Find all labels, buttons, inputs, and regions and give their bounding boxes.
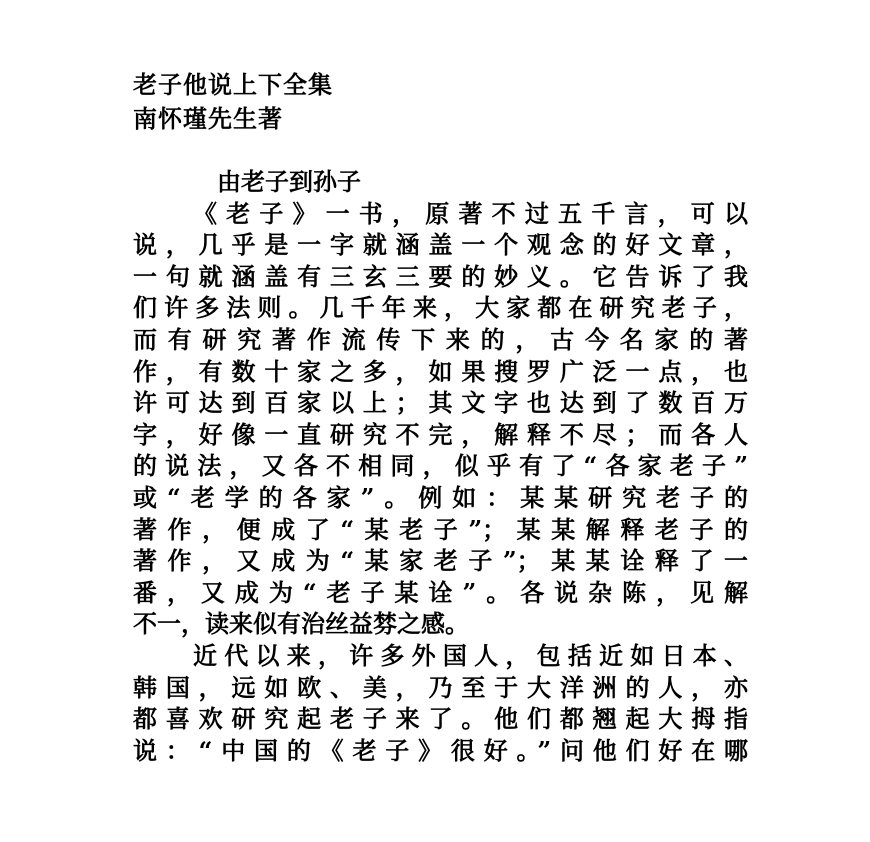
paragraph-line: 近代以来，许多外国人，包括近如日本、 (193, 640, 748, 670)
paragraph-line: 们许多法则。几千年来，大家都在研究老子， (133, 293, 748, 323)
paragraph-line: 一句就涵盖有三玄三要的妙义。它告诉了我 (133, 261, 748, 291)
book-title: 老子他说上下全集 (133, 70, 333, 99)
section-heading: 由老子到孙子 (217, 167, 361, 196)
paragraph-line: 说，几乎是一字就涵盖一个观念的好文章， (133, 230, 748, 260)
title-block (133, 68, 333, 136)
paragraph-line: 都喜欢研究起老子来了。他们都翘起大拇指 (133, 704, 748, 734)
paragraph-line: 《老子》一书，原著不过五千言，可以 (193, 198, 748, 228)
paragraph-line: 而有研究著作流传下来的，古今名家的著 (133, 324, 748, 354)
paragraph-line: 字，好像一直研究不完，解释不尽；而各人 (133, 419, 748, 449)
paragraph-line: 说：“中国的《老子》很好。”问他们好在哪 (133, 735, 748, 765)
paragraph-line: 的说法，又各不相同，似乎有了“各家老子” (133, 451, 748, 481)
paragraph-line: 韩国，远如欧、美，乃至于大洋洲的人，亦 (133, 672, 748, 702)
paragraph-line: 许可达到百家以上；其文字也达到了数百万 (133, 388, 748, 418)
body-text (133, 166, 748, 766)
book-author: 南怀瑾先生著 (133, 104, 283, 133)
paragraph-line: 著作，又成为“某家老子”；某某诠释了一 (133, 546, 748, 576)
paragraph-line: 不一，读来似有治丝益棼之感。 (133, 609, 469, 639)
paragraph-line: 番，又成为“老子某诠”。各说杂陈，见解 (133, 577, 748, 607)
paragraph-line: 著作，便成了“某老子”；某某解释老子的 (133, 514, 748, 544)
paragraph-line: 作，有数十家之多，如果搜罗广泛一点，也 (133, 356, 748, 386)
paragraph-line: 或“老学的各家”。例如：某某研究老子的 (133, 482, 748, 512)
